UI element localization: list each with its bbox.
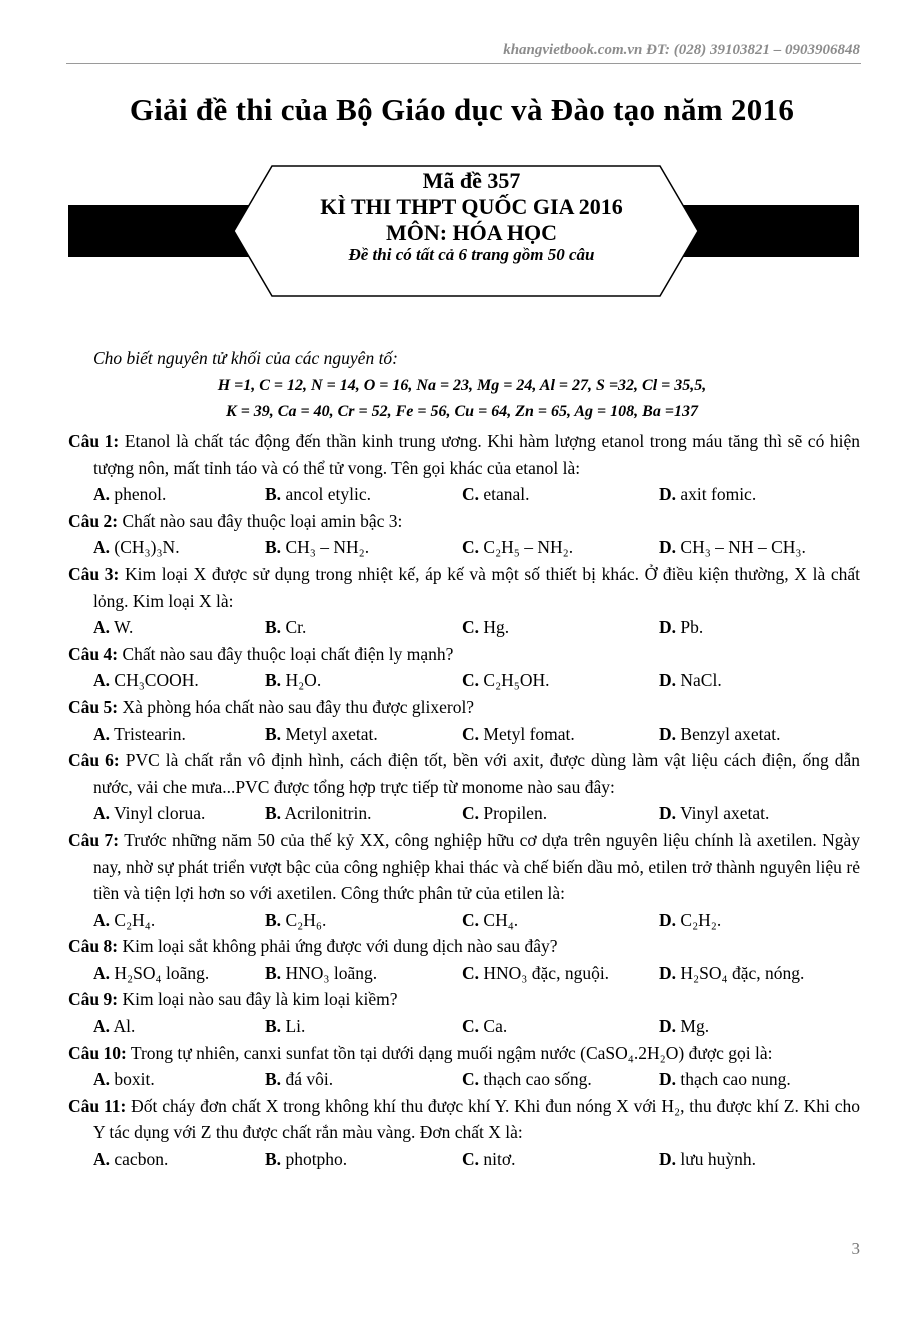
page-number: 3 (851, 1239, 860, 1258)
answer-option (265, 1066, 462, 1093)
option-letter: A. (93, 962, 111, 983)
option-text: Mg. (680, 1016, 710, 1037)
option-letter: D. (659, 537, 677, 558)
answer-option (462, 1013, 659, 1040)
option-text: Vinyl clorua. (114, 803, 206, 824)
option-letter: A. (93, 537, 111, 558)
option-text: thạch cao nung. (680, 1069, 791, 1090)
answer-option (659, 667, 722, 694)
answer-option (93, 1013, 265, 1040)
option-letter: B. (265, 962, 282, 983)
exam-name: KÌ THI THPT QUỐC GIA 2016 (320, 194, 623, 219)
answer-option (462, 800, 659, 827)
option-text: CH₃ – NH – CH₃. (680, 537, 806, 558)
answer-option (93, 614, 265, 641)
answer-option (462, 960, 659, 987)
option-text: Hg. (483, 617, 510, 638)
option-letter: A. (93, 1149, 111, 1170)
option-letter: D. (659, 723, 677, 744)
answer-options (68, 667, 860, 694)
question-label: Câu 7: (68, 829, 120, 850)
question (68, 1040, 860, 1067)
option-letter: B. (265, 803, 282, 824)
option-letter: C. (462, 1016, 480, 1037)
question-text: Kim loại X được sử dụng trong nhiệt kế, áp kế và một số thiết bị khác. Ở điều kiện thường, X là chất lỏng. Kim loại X là: (93, 563, 860, 611)
answer-option (265, 534, 462, 561)
question-list (68, 428, 860, 1173)
answer-option (462, 481, 659, 508)
option-letter: C. (462, 909, 480, 930)
answer-options (68, 907, 860, 934)
option-text: nitơ. (483, 1149, 516, 1170)
exam-subject: MÔN: HÓA HỌC (385, 220, 558, 245)
answer-options (68, 721, 860, 748)
question-label: Câu 4: (68, 643, 119, 664)
atomic-masses-line: H =1, C = 12, N = 14, O = 16, Na = 23, Mg = 24, Al = 27, S =32, Cl = 35,5, (217, 377, 707, 394)
option-letter: D. (659, 962, 677, 983)
option-letter: B. (265, 484, 282, 505)
option-text: boxit. (114, 1069, 155, 1090)
answer-option (265, 667, 462, 694)
option-letter: B. (265, 537, 282, 558)
option-letter: A. (93, 484, 111, 505)
question (68, 508, 860, 535)
answer-option (659, 960, 804, 987)
option-letter: D. (659, 909, 677, 930)
answer-option (659, 534, 806, 561)
question (68, 561, 860, 614)
answer-options (68, 1013, 860, 1040)
answer-option (265, 1013, 462, 1040)
option-text: cacbon. (114, 1149, 169, 1170)
answer-option (265, 721, 462, 748)
option-text: photpho. (285, 1149, 348, 1170)
question-text: Etanol là chất tác động đến thần kinh trung ương. Khi hàm lượng etanol trong máu tăng thì sẽ có hiện tượng nôn, mất tỉnh táo và có thể tử vong. Tên gọi khác của etanol là: (93, 431, 861, 478)
answer-options (68, 800, 860, 827)
option-letter: B. (265, 909, 282, 930)
option-letter: A. (93, 670, 111, 691)
option-letter: A. (93, 723, 111, 744)
answer-option (659, 907, 721, 934)
answer-option (93, 534, 265, 561)
answer-option (265, 960, 462, 987)
option-letter: B. (265, 1149, 282, 1170)
answer-option (659, 1013, 709, 1040)
option-letter: D. (659, 670, 677, 691)
option-text: H₂O. (285, 670, 322, 691)
answer-option (462, 721, 659, 748)
option-text: HNO₃ loãng. (285, 962, 378, 983)
option-letter: D. (659, 484, 677, 505)
answer-option (265, 481, 462, 508)
option-letter: C. (462, 962, 480, 983)
option-text: CH₄. (483, 909, 519, 930)
question (68, 827, 860, 907)
option-text: CH₃COOH. (114, 670, 199, 691)
answer-option (659, 800, 769, 827)
option-letter: A. (93, 617, 111, 638)
question (68, 1093, 860, 1146)
exam-code: Mã đề 357 (422, 168, 521, 193)
answer-option (462, 614, 659, 641)
option-text: ancol etylic. (285, 484, 371, 505)
answer-option (462, 1066, 659, 1093)
question-label: Câu 5: (68, 696, 119, 717)
option-letter: D. (659, 1069, 677, 1090)
option-letter: C. (462, 670, 480, 691)
answer-option (265, 1146, 462, 1173)
answer-options (68, 1146, 860, 1173)
option-letter: B. (265, 1016, 282, 1037)
question (68, 641, 860, 668)
question-text: Trước những năm 50 của thế kỷ XX, công nghiệp hữu cơ dựa trên nguyên liệu chính là axetilen. Ngày nay, nhờ sự phát triển vượt bậc của công nghiệp khai thác và chế biến dầu mỏ, etilen trở thành nguyên liệu rẻ tiền và tiện lợi hơn so với axetilen. Công thức phân tử của etilen là: (93, 829, 861, 904)
document-title: Giải đề thi của Bộ Giáo dục và Đào tạo năm 2016 (129, 92, 795, 127)
answer-option (93, 960, 265, 987)
question (68, 747, 860, 800)
question-text: Xà phòng hóa chất nào sau đây thu được glixerol? (122, 696, 475, 717)
answer-options (68, 960, 860, 987)
option-text: Cr. (285, 617, 307, 638)
answer-option (265, 614, 462, 641)
answer-options (68, 1066, 860, 1093)
atomic-masses-line: K = 39, Ca = 40, Cr = 52, Fe = 56, Cu = 64, Zn = 65, Ag = 108, Ba =137 (226, 403, 698, 420)
option-text: Metyl axetat. (285, 723, 378, 744)
option-text: Benzyl axetat. (680, 723, 781, 744)
question (68, 986, 860, 1013)
option-text: C₂H₅ – NH₂. (483, 537, 574, 558)
question-text: Chất nào sau đây thuộc loại chất điện ly mạnh? (122, 643, 454, 664)
option-text: đá vôi. (285, 1069, 334, 1090)
atomic-mass-intro: Cho biết nguyên tử khối của các nguyên tố: (93, 348, 399, 368)
option-text: HNO₃ đặc, nguội. (483, 962, 610, 983)
question-text: PVC là chất rắn vô định hình, cách điện tốt, bền với axit, được dùng làm vật liệu cách điện, ống dẫn nước, vải che mưa...PVC được tổng hợp trực tiếp từ monome nào sau đây: (93, 750, 860, 797)
answer-options (68, 481, 860, 508)
answer-options (68, 614, 860, 641)
page-header: khangvietbook.com.vn ĐT: (028) 39103821 – 0903906848 (503, 42, 860, 58)
answer-option (93, 1146, 265, 1173)
option-letter: D. (659, 1016, 677, 1037)
option-text: Vinyl axetat. (680, 803, 770, 824)
option-text: C₂H₄. (114, 909, 156, 930)
question-text: Kim loại nào sau đây là kim loại kiềm? (122, 989, 398, 1010)
answer-option (462, 907, 659, 934)
option-letter: B. (265, 617, 282, 638)
option-letter: C. (462, 617, 480, 638)
question-text: Trong tự nhiên, canxi sunfat tồn tại dưới dạng muối ngậm nước (CaSO₄.2H₂O) được gọi là: (130, 1042, 773, 1063)
answer-option (93, 481, 265, 508)
answer-option (659, 614, 703, 641)
question (68, 694, 860, 721)
answer-options (68, 534, 860, 561)
option-letter: B. (265, 1069, 282, 1090)
option-letter: D. (659, 1149, 677, 1170)
option-letter: D. (659, 617, 677, 638)
answer-option (93, 1066, 265, 1093)
option-letter: A. (93, 1016, 111, 1037)
question-label: Câu 6: (68, 750, 120, 771)
option-text: NaCl. (680, 670, 722, 691)
question-label: Câu 2: (68, 510, 119, 531)
option-text: Metyl fomat. (483, 723, 575, 744)
question-label: Câu 3: (68, 563, 120, 584)
answer-option (462, 534, 659, 561)
option-text: W. (114, 617, 134, 638)
option-text: phenol. (114, 484, 167, 505)
question-label: Câu 10: (68, 1042, 127, 1063)
answer-option (659, 721, 781, 748)
answer-option (93, 907, 265, 934)
question-label: Câu 1: (68, 431, 120, 451)
question (68, 933, 860, 960)
option-letter: A. (93, 1069, 111, 1090)
option-letter: B. (265, 670, 282, 691)
question-text: Đốt cháy đơn chất X trong không khí thu được khí Y. Khi đun nóng X với H₂, thu được khí Z. Khi cho Y tác dụng với Z thu được chất rắn màu vàng. Đơn chất X là: (93, 1095, 861, 1143)
option-letter: A. (93, 909, 111, 930)
answer-option (659, 1146, 756, 1173)
answer-option (659, 1066, 791, 1093)
answer-option (462, 667, 659, 694)
option-letter: C. (462, 723, 480, 744)
option-text: lưu huỳnh. (680, 1149, 756, 1170)
option-letter: C. (462, 537, 480, 558)
option-letter: C. (462, 1149, 480, 1170)
answer-option (93, 721, 265, 748)
option-letter: B. (265, 723, 282, 744)
option-text: C₂H₅OH. (483, 670, 550, 691)
answer-option (265, 907, 462, 934)
option-text: axit fomic. (680, 484, 757, 505)
option-text: C₂H₆. (285, 909, 327, 930)
option-text: Pb. (680, 617, 704, 638)
option-text: H₂SO₄ đặc, nóng. (680, 962, 805, 983)
option-text: Acrilonitrin. (284, 803, 372, 824)
answer-option (462, 1146, 659, 1173)
option-letter: D. (659, 803, 677, 824)
header-divider (66, 63, 861, 64)
question-label: Câu 8: (68, 936, 119, 957)
option-letter: C. (462, 1069, 480, 1090)
option-text: Li. (285, 1016, 306, 1037)
option-letter: A. (93, 803, 111, 824)
answer-option (93, 667, 265, 694)
option-letter: C. (462, 484, 480, 505)
option-text: Al. (113, 1016, 136, 1037)
option-text: Tristearin. (114, 723, 186, 744)
option-text: (CH₃)₃N. (114, 537, 180, 558)
exam-note: Đề thi có tất cả 6 trang gồm 50 câu (348, 245, 595, 264)
answer-option (659, 481, 756, 508)
option-letter: C. (462, 803, 480, 824)
question (68, 428, 860, 481)
option-text: H₂SO₄ loãng. (114, 962, 210, 983)
option-text: etanal. (483, 484, 530, 505)
option-text: Propilen. (483, 803, 548, 824)
option-text: Ca. (483, 1016, 508, 1037)
option-text: CH₃ – NH₂. (285, 537, 370, 558)
question-label: Câu 11: (68, 1095, 127, 1116)
option-text: thạch cao sống. (483, 1069, 592, 1090)
answer-option (93, 800, 265, 827)
option-text: C₂H₂. (680, 909, 722, 930)
question-text: Chất nào sau đây thuộc loại amin bậc 3: (122, 510, 403, 531)
question-label: Câu 9: (68, 989, 119, 1010)
question-text: Kim loại sắt không phải ứng được với dung dịch nào sau đây? (122, 936, 558, 957)
answer-option (265, 800, 462, 827)
